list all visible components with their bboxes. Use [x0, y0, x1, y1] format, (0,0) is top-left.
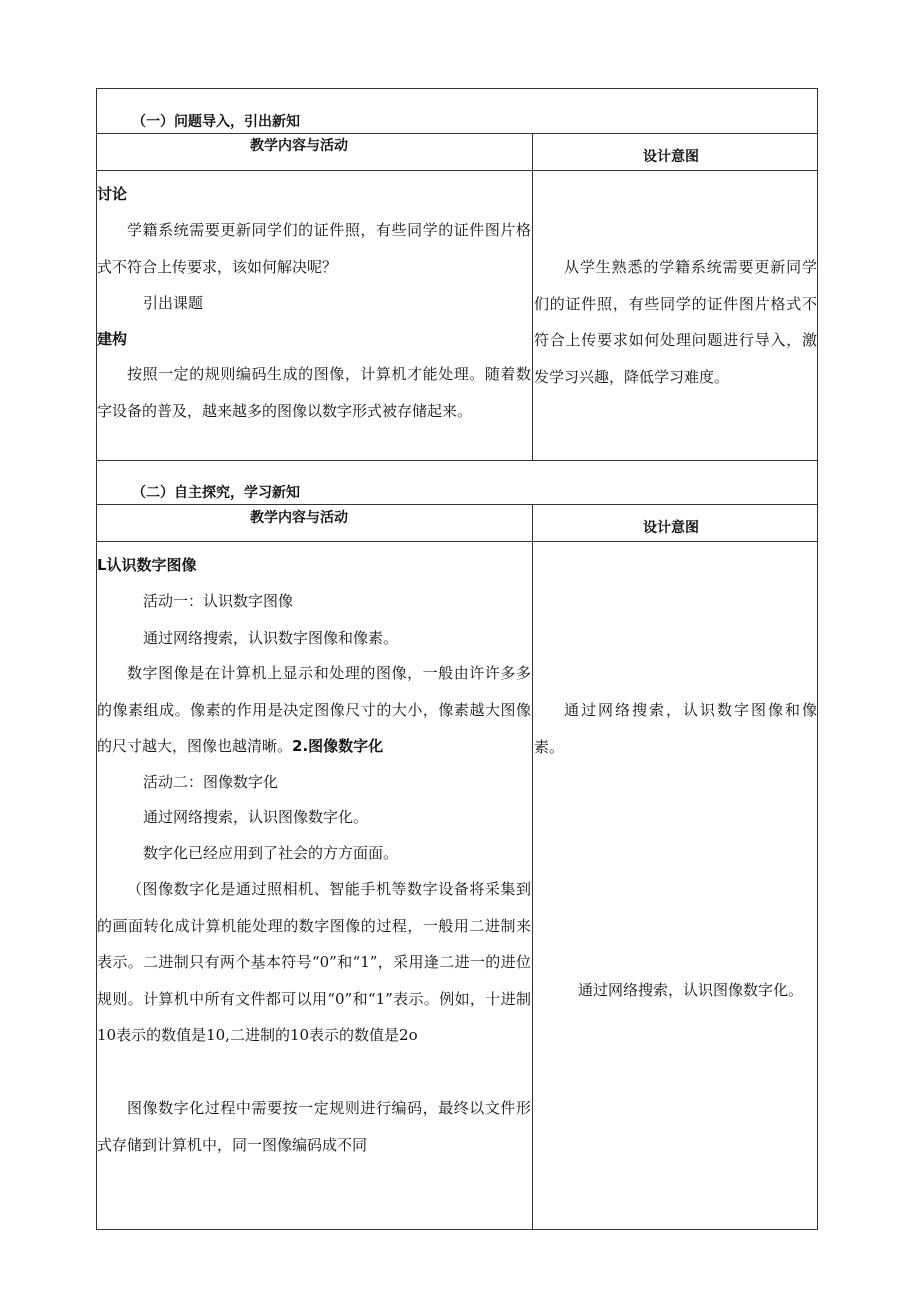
pixel-paragraph — [97, 655, 531, 765]
table-rule — [96, 170, 818, 171]
activity1-label: 活动一：认识数字图像 — [143, 592, 294, 610]
pixel-text: 数字图像是在计算机上显示和处理的图像，一般由许许多多的像素组成。像素的作用是决定图像尺寸的大小，像素越大图像的尺寸越大，图像也越清晰。 — [97, 664, 531, 755]
table-rule — [96, 133, 818, 134]
heading-digitization: 2.图像数字化 — [292, 737, 384, 755]
column-divider — [532, 133, 533, 460]
encode-text: 图像数字化过程中需要按一定规则进行编码，最终以文件形式存储到计算机中，同一图像编码成不同 — [97, 1099, 531, 1154]
col-header-intent: 设计意图 — [643, 520, 699, 536]
discuss-paragraph — [97, 212, 531, 285]
encode-paragraph — [97, 1090, 531, 1163]
social-text: 数字化已经应用到了社会的方方面面。 — [143, 844, 399, 862]
section2-title: （二）自主探究，学习新知 — [132, 485, 300, 501]
table-rule — [96, 460, 818, 461]
activity2-desc: 通过网络搜索，认识图像数字化。 — [143, 808, 369, 826]
intro-topic: 引出课题 — [143, 294, 204, 312]
intent-paragraph — [534, 249, 817, 395]
table-rule — [96, 541, 818, 542]
binary-paragraph — [97, 871, 531, 1054]
build-paragraph — [97, 356, 531, 429]
section1-title: （一）问题导入，引出新知 — [132, 114, 300, 130]
discuss-heading: 讨论 — [97, 185, 128, 203]
table-rule — [96, 504, 818, 505]
activity2-label: 活动二：图像数字化 — [143, 773, 279, 791]
build-text: 按照一定的规则编码生成的图像，计算机才能处理。随着数字设备的普及，越来越多的图像以数字形式被存储起来。 — [97, 365, 531, 420]
col-header-content: 教学内容与活动 — [250, 138, 348, 154]
intent2-text: 通过网络搜索，认识图像数字化。 — [578, 981, 804, 999]
col-header-intent: 设计意图 — [643, 149, 699, 165]
intent-text: 从学生熟悉的学籍系统需要更新同学们的证件照，有些同学的证件图片格式不符合上传要求如何处理问题进行导入，激发学习兴趣，降低学习难度。 — [534, 258, 817, 386]
activity1-desc: 通过网络搜索，认识数字图像和像素。 — [143, 629, 399, 647]
intent1-paragraph — [534, 692, 817, 765]
col-header-content: 教学内容与活动 — [250, 510, 348, 526]
heading-digital-image: L认识数字图像 — [97, 556, 197, 574]
discuss-text: 学籍系统需要更新同学们的证件照，有些同学的证件图片格式不符合上传要求，该如何解决呢？ — [97, 221, 531, 276]
intent1-text: 通过网络搜索，认识数字图像和像素。 — [534, 701, 817, 756]
column-divider — [532, 504, 533, 1230]
build-heading: 建构 — [97, 330, 128, 348]
binary-text: （图像数字化是通过照相机、智能手机等数字设备将采集到的画面转化成计算机能处理的数字图像的过程，一般用二进制来表示。二进制只有两个基本符号“0”和“1”，采用逢二进一的进位规则。计算机中所有文件都可以用“0”和“1”表示。例如，十进制10表示的数值是10,二进制的10表示的数值是2o — [97, 880, 531, 1044]
